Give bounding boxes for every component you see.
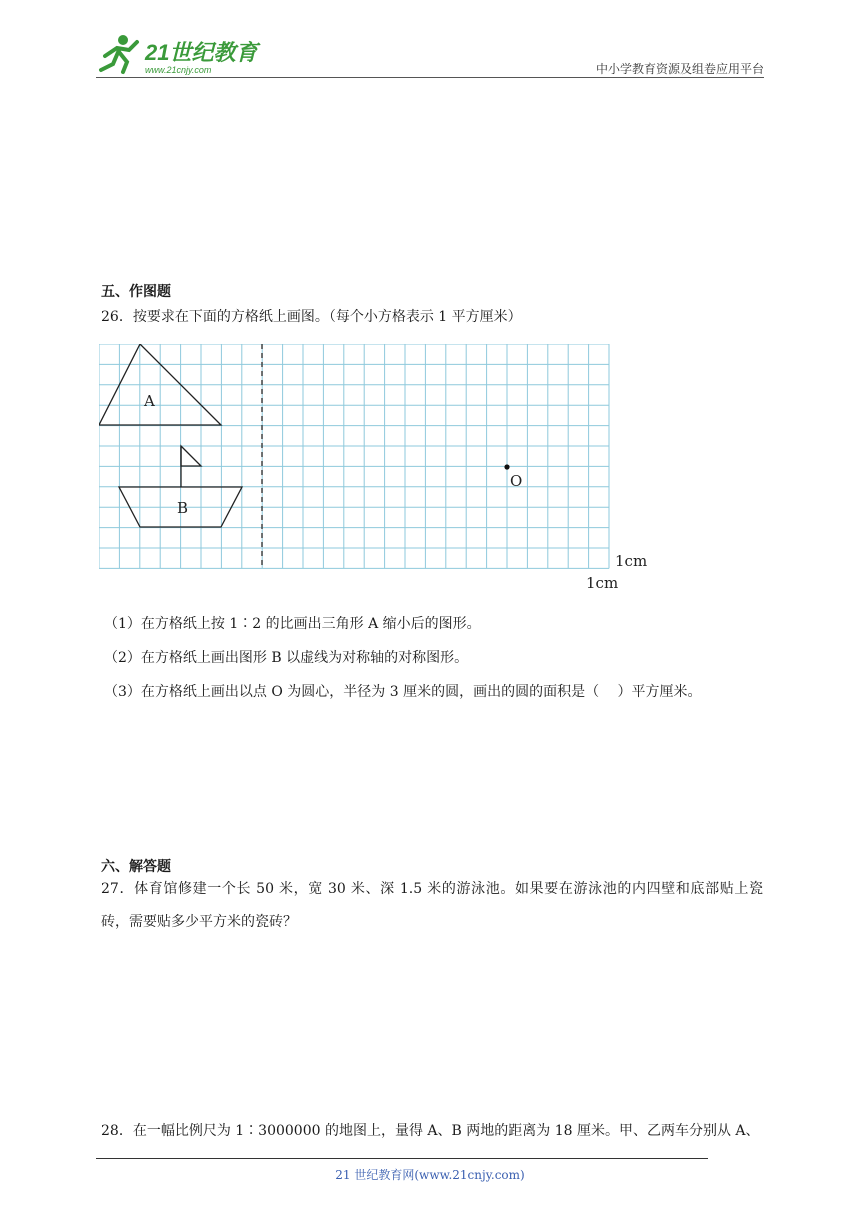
point-o: [504, 464, 509, 469]
unit-label-vertical: 1cm: [615, 552, 648, 570]
grid-lines: [99, 344, 609, 568]
logo: [93, 30, 263, 78]
logo-text: 21世纪教育: [145, 40, 258, 65]
footer-divider: [96, 1158, 708, 1159]
sub-question-2: （2）在方格纸上画出图形 B 以虚线为对称轴的对称图形。: [104, 650, 469, 666]
sub-question-3: （3）在方格纸上画出以点 O 为圆心，半径为 3 厘米的圆，画出的圆的面积是（ ）平方厘米。: [104, 684, 702, 700]
runner-logo-icon: [93, 30, 263, 78]
question-27: 27．体育馆修建一个长 50 米，宽 30 米、深 1.5 米的游泳池。如果要在游泳池的内四壁和底部贴上瓷砖，需要贴多少平方米的瓷砖？: [101, 881, 763, 930]
header-platform-text: 中小学教育资源及组卷应用平台: [595, 62, 764, 76]
section-five-title: 五、作图题: [101, 284, 171, 300]
sub-question-1: （1）在方格纸上按 1∶2 的比画出三角形 A 缩小后的图形。: [104, 616, 481, 632]
label-a: A: [144, 392, 155, 410]
logo-url: www.21cnjy.com: [145, 65, 212, 75]
section-six-title: 六、解答题: [101, 859, 171, 875]
footer-text: 21 世纪教育网(www.21cnjy.com): [335, 1168, 525, 1182]
header-divider: [96, 77, 764, 78]
question-26: 26．按要求在下面的方格纸上画图。（每个小方格表示 1 平方厘米）: [101, 309, 522, 325]
label-o: O: [510, 472, 523, 490]
label-b: B: [177, 499, 189, 517]
question-28: 28．在一幅比例尺为 1∶3000000 的地图上，量得 A、B 两地的距离为 18 厘米。甲、乙两车分别从 A、: [101, 1123, 760, 1139]
unit-label-horizontal: 1cm: [586, 574, 619, 592]
boat-b-flag: [181, 446, 201, 466]
grid-figure: [99, 344, 659, 598]
